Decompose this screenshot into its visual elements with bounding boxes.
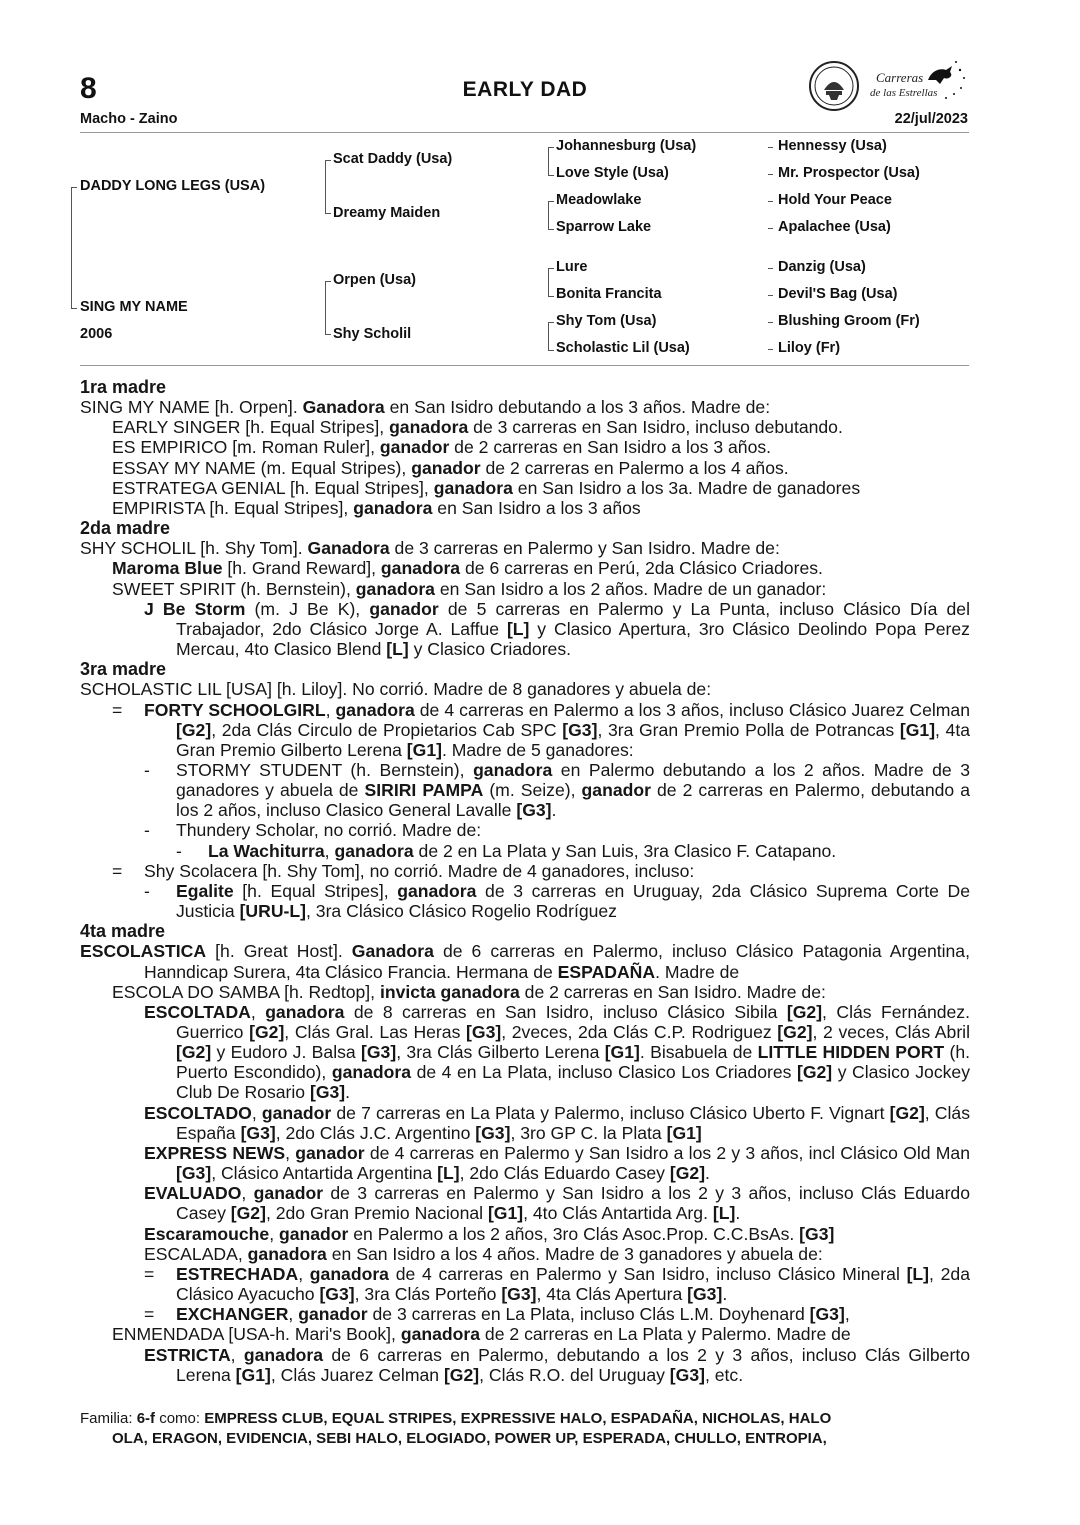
produce-entry: ES EMPIRICO [m. Roman Ruler], ganador de 2 carreras en San Isidro a los 3 años. [112, 437, 772, 458]
dash [768, 349, 773, 350]
pedigree-gen3: Bonita Francita [556, 286, 662, 302]
produce-entry: Maroma Blue [h. Grand Reward], ganadora de 6 carreras en Perú, 2da Clásico Criadores. [112, 558, 823, 579]
pedigree-gen3: Scholastic Lil (Usa) [556, 340, 690, 356]
pedigree-rule [80, 365, 969, 366]
pedigree-gen4: Hennessy (Usa) [778, 138, 887, 154]
pedigree-gen2: Orpen (Usa) [333, 272, 416, 288]
sex-coat: Macho - Zaino [80, 111, 178, 127]
pedigree-dam: SING MY NAME [80, 299, 188, 315]
produce-entry: ESCOLA DO SAMBA [h. Redtop], invicta ganadora de 2 carreras en San Isidro. Madre de: [112, 981, 826, 1002]
produce-entry: ESTRICTA, ganadora de 6 carreras en Palermo, debutando a los 2 y 3 años, incluso Clás Gilberto Lerena [G1], Clás Juarez Celman [G2], Clás R.O. del Uruguay [G3], etc. [144, 1344, 970, 1385]
bracket [325, 281, 331, 335]
svg-text:Carreras: Carreras [876, 70, 924, 85]
pedigree-gen4: Liloy (Fr) [778, 340, 841, 356]
produce-entry: ESCALADA, ganadora en San Isidro a los 4 años. Madre de 3 ganadores y abuela de: [144, 1243, 823, 1264]
produce-entry: EVALUADO, ganador de 3 carreras en Palermo y San Isidro a los 2 y 3 años, incluso Clás Eduardo Casey [G2], 2do Gran Premio Nacional [G1], 4to Clás Antartida Arg. [L]. [144, 1183, 971, 1224]
produce-entry: = Shy Scolacera [h. Shy Tom], no corrió. Madre de 4 ganadores, incluso: [112, 860, 695, 881]
catalog-date: 22/jul/2023 [894, 111, 968, 127]
header-rule [80, 132, 969, 133]
bracket [548, 201, 554, 230]
dash [768, 147, 773, 148]
familia-line [80, 1409, 980, 1449]
produce-entry: SWEET SPIRIT (h. Bernstein), ganadora en San Isidro a los 2 años. Madre de un ganador: [112, 578, 827, 599]
svg-text:de las Estrellas: de las Estrellas [870, 87, 938, 99]
pedigree-gen2: Scat Daddy (Usa) [333, 151, 453, 167]
produce-entry: ESCOLTADO, ganador de 7 carreras en La Plata y Palermo, incluso Clásico Uberto F. Vignart [G2], Clás España [G3], 2do Clás J.C. Argentino [G3], 3ro GP C. la Plata [G1] [144, 1102, 970, 1143]
section-heading: 4ta madre [80, 921, 166, 942]
carreras-estrellas-logo [868, 58, 968, 106]
pedigree-gen4: Danzig (Usa) [778, 259, 866, 275]
pedigree-gen3: Meadowlake [556, 192, 642, 208]
produce-entry: ESSAY MY NAME (m. Equal Stripes), ganador de 2 carreras en Palermo a los 4 años. [112, 457, 789, 478]
dam-entry: SHY SCHOLIL [h. Shy Tom]. Ganadora de 3 carreras en Palermo y San Isidro. Madre de: [80, 538, 780, 559]
produce-entry: ENMENDADA [USA-h. Mari's Book], ganadora de 2 carreras en La Plata y Palermo. Madre de [112, 1324, 851, 1345]
horse-name: EARLY DAD [462, 78, 588, 101]
pedigree-gen4: Hold Your Peace [778, 192, 892, 208]
breeders-cup-logo [808, 60, 860, 112]
dash [768, 295, 773, 296]
pedigree-gen3: Love Style (Usa) [556, 165, 669, 181]
bracket [548, 322, 554, 351]
produce-entry: J Be Storm (m. J Be K), ganador de 5 carreras en Palermo y La Punta, incluso Clásico Día del Trabajador, 2do Clásico Jorge A. Laffue [L] y Clasico Apertura, 3ro Clásico Deolindo Popa Perez Mercau, 4to Clasico Blend [L] y Clasico Criadores. [144, 598, 970, 660]
bracket [325, 160, 331, 214]
pedigree-sire: DADDY LONG LEGS (USA) [80, 178, 266, 194]
bracket [71, 258, 77, 309]
produce-entry: = EXCHANGER, ganador de 3 carreras en La Plata, incluso Clás L.M. Doyhenard [G3], [144, 1304, 850, 1325]
familia-line-2: OLA, ERAGON, EVIDENCIA, SEBI HALO, ELOGIADO, POWER UP, ESPERADA, CHULLO, ENTROPIA, [112, 1430, 827, 1447]
produce-entry: Escaramouche, ganador en Palermo a los 2 años, 3ro Clás Asoc.Prop. C.C.BsAs. [G3] [144, 1223, 835, 1244]
section-heading: 3ra madre [80, 659, 167, 680]
pedigree-gen4: Mr. Prospector (Usa) [778, 165, 920, 181]
dash [768, 174, 773, 175]
pedigree-gen3: Shy Tom (Usa) [556, 313, 657, 329]
pedigree-gen3: Sparrow Lake [556, 219, 652, 235]
produce-entry: - La Wachiturra, ganadora de 2 en La Plata y San Luis, 3ra Clasico F. Catapano. [176, 840, 837, 861]
pedigree-gen4: Devil'S Bag (Usa) [778, 286, 898, 302]
dash [768, 268, 773, 269]
pedigree-gen2: Dreamy Maiden [333, 205, 441, 221]
produce-entry: EXPRESS NEWS, ganador de 4 carreras en Palermo y San Isidro a los 2 y 3 años, incl Clásico Old Man [G3], Clásico Antartida Argentina [L], 2do Clás Eduardo Casey [G2]. [144, 1142, 970, 1184]
produce-entry: ESCOLTADA, ganadora de 8 carreras en San Isidro, incluso Clásico Sibila [G2], Clás Fernández. Guerrico [G2], Clás Gral. Las Heras [G3], 2veces, 2da Clás C.P. Rodriguez [G2], 2 veces, Clás Abril [G2] y Eudoro J. Balsa [G3], 3ra Clás Gilberto Lerena [G1]. Bisabuela de LITTLE HIDDEN PORT (h. Puerto Escondido), ganadora de 4 en La Plata, incluso Clasico Los Criadores [G2] y Clasico Jockey Club De Rosario [G3]. [144, 1001, 971, 1103]
dam-entry: ESCOLASTICA [h. Great Host]. Ganadora de 6 carreras en Palermo, incluso Clásico Patagonia Argentina, Hanndicap Surera, 4ta Clásico Francia. Hermana de ESPADAÑA. Madre de [80, 941, 970, 982]
pedigree-gen4: Blushing Groom (Fr) [778, 313, 920, 329]
pedigree-gen3: Lure [556, 259, 588, 275]
dash [768, 322, 773, 323]
produce-entry: EARLY SINGER [h. Equal Stripes], ganadora de 3 carreras en San Isidro, incluso debutando. [112, 417, 843, 438]
produce-entry: - STORMY STUDENT (h. Bernstein), ganadora en Palermo debutando a los 2 años. Madre de 3 ganadores y abuela de SIRIRI PAMPA (m. Seize), ganador de 2 carreras en Palermo, debutando a los 2 años, incluso Clasico General Lavalle [G3]. [144, 759, 970, 821]
produce-entry: EMPIRISTA [h. Equal Stripes], ganadora en San Isidro a los 3 años [112, 497, 641, 518]
bracket [548, 268, 554, 297]
produce-entry: - Egalite [h. Equal Stripes], ganadora de 3 carreras en Uruguay, 2da Clásico Suprema Corte De Justicia [URU-L], 3ra Clásico Clásico Rogelio Rodríguez [144, 880, 970, 922]
bracket [548, 147, 554, 176]
produce-entry: - Thundery Scholar, no corrió. Madre de: [144, 820, 482, 841]
produce-entry: = FORTY SCHOOLGIRL, ganadora de 4 carreras en Palermo a los 3 años, incluso Clásico Juarez Celman [G2], 2da Clás Circulo de Propietarios Cab SPC [G3], 3ra Gran Premio Polla de Potrancas [G1], 4ta Gran Premio Gilberto Lerena [G1]. Madre de 5 ganadores: [112, 699, 971, 760]
dash [768, 201, 773, 202]
dam-entry: SING MY NAME [h. Orpen]. Ganadora en San Isidro debutando a los 3 años. Madre de: [80, 397, 771, 418]
produce-record [80, 377, 970, 1385]
pedigree-gen3: Johannesburg (Usa) [556, 138, 697, 154]
section-heading: 2da madre [80, 518, 171, 539]
dam-entry: SCHOLASTIC LIL [USA] [h. Liloy]. No corrió. Madre de 8 ganadores y abuela de: [80, 679, 712, 700]
produce-entry: = ESTRECHADA, ganadora de 4 carreras en Palermo y San Isidro, incluso Clásico Mineral [L], 2da Clásico Ayacucho [G3], 3ra Clás Porteño [G3], 4ta Clás Apertura [G3]. [144, 1263, 970, 1305]
pedigree-gen4: Apalachee (Usa) [778, 219, 891, 235]
produce-entry: ESTRATEGA GENIAL [h. Equal Stripes], ganadora en San Isidro a los 3a. Madre de ganadores [112, 477, 861, 498]
familia-line-1: Familia: 6-f como: EMPRESS CLUB, EQUAL STRIPES, EXPRESSIVE HALO, ESPADAÑA, NICHOLAS, HALO [80, 1410, 832, 1427]
horse-number: 8 [80, 72, 97, 105]
dash [768, 228, 773, 229]
section-heading: 1ra madre [80, 377, 167, 397]
pedigree-gen2: Shy Scholil [333, 326, 412, 342]
pedigree-dam-year: 2006 [80, 326, 113, 342]
